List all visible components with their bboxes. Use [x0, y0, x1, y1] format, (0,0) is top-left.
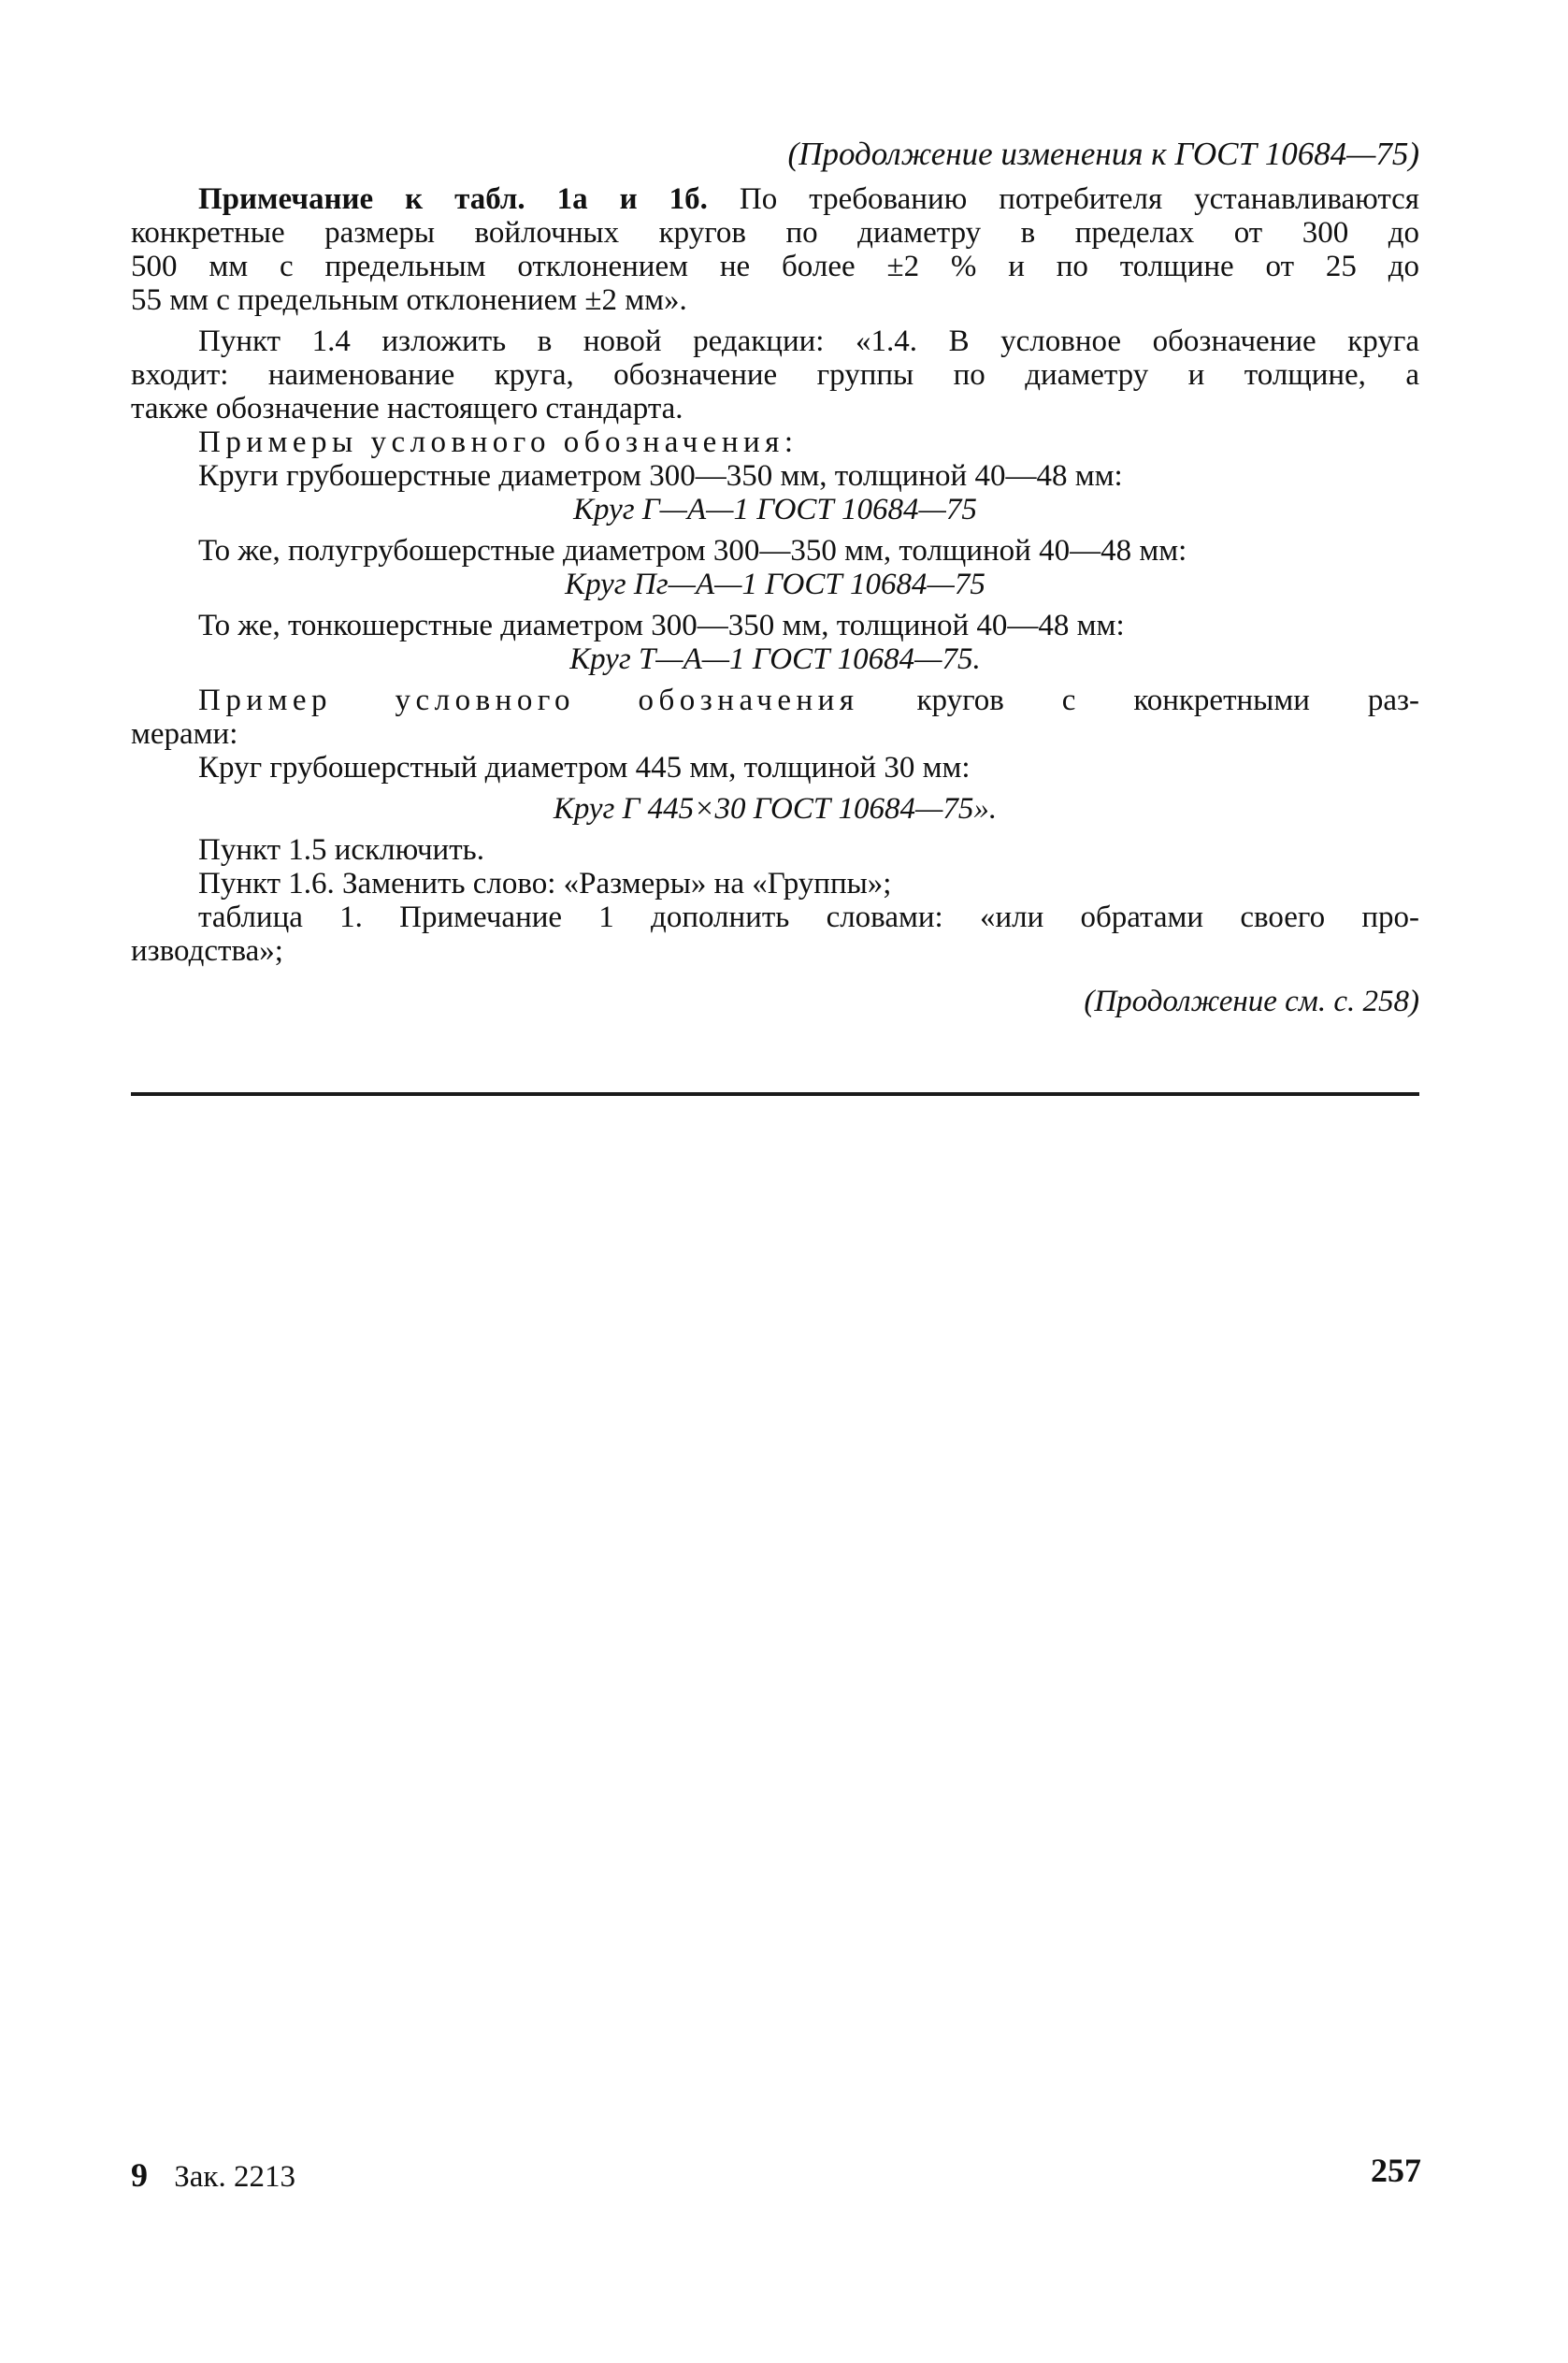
note-line-3: 500 мм с предельным отклонением не более ±2 % и по толщине от 25 до [131, 250, 1419, 283]
horizontal-rule [131, 1092, 1419, 1096]
note-line-4: 55 мм с предельным отклонением ±2 мм». [131, 283, 687, 317]
example-specific-code: Круг Г 445×30 ГОСТ 10684—75». [553, 792, 998, 826]
note-line-1-rest: По требованию потребителя устанавливаются [707, 182, 1419, 216]
example-2-text: То же, полугрубошерстные диаметром 300—350 мм, толщиной 40—48 мм: [198, 534, 1187, 568]
continuation-header: (Продолжение изменения к ГОСТ 10684—75) [787, 136, 1419, 172]
examples-heading: Примеры условного обозначения: [198, 425, 798, 459]
note-line-1 [131, 182, 1419, 216]
page-content [131, 136, 1419, 1018]
p16-line-3: изводства»; [131, 934, 283, 968]
p14-line-1: Пункт 1.4 изложить в новой редакции: «1.4. В условное обозначение круга [198, 324, 1419, 358]
example-specific-heading-rest: кругов с конкретными раз- [858, 684, 1419, 717]
p16-line-2: таблица 1. Примечание 1 дополнить словами: «или обратами своего про- [198, 901, 1419, 934]
example-specific-heading-spaced: Пример условного обозначения [198, 684, 859, 717]
signature-number: 9 [131, 2156, 148, 2194]
example-3-code: Круг Т—А—1 ГОСТ 10684—75. [569, 642, 981, 676]
example-3-text: То же, тонкошерстные диаметром 300—350 мм, толщиной 40—48 мм: [198, 609, 1125, 642]
p14-line-3: также обозначение настоящего стандарта. [131, 392, 683, 425]
note-lead: Примечание к табл. 1а и 1б. [198, 182, 708, 216]
p16-line-1: Пункт 1.6. Заменить слово: «Размеры» на «Группы»; [198, 867, 892, 901]
example-1-code: Круг Г—А—1 ГОСТ 10684—75 [573, 493, 977, 526]
footer-left [131, 2155, 295, 2195]
p14-line-2: входит: наименование круга, обозначение группы по диаметру и толщине, а [131, 358, 1419, 392]
p15-line: Пункт 1.5 исключить. [198, 833, 484, 867]
page-number: 257 [1371, 2152, 1421, 2189]
example-1-text: Круги грубошерстные диаметром 300—350 мм, толщиной 40—48 мм: [198, 459, 1123, 493]
continuation-footer: (Продолжение см. с. 258) [1084, 985, 1419, 1018]
example-specific-text: Круг грубошерстный диаметром 445 мм, толщиной 30 мм: [198, 751, 971, 785]
example-2-code: Круг Пг—А—1 ГОСТ 10684—75 [565, 568, 985, 601]
order-number: Зак. 2213 [174, 2160, 295, 2194]
note-line-2: конкретные размеры войлочных кругов по диаметру в пределах от 300 до [131, 216, 1419, 250]
example-specific-heading-line-2: мерами: [131, 717, 238, 751]
example-specific-heading [131, 684, 1419, 717]
